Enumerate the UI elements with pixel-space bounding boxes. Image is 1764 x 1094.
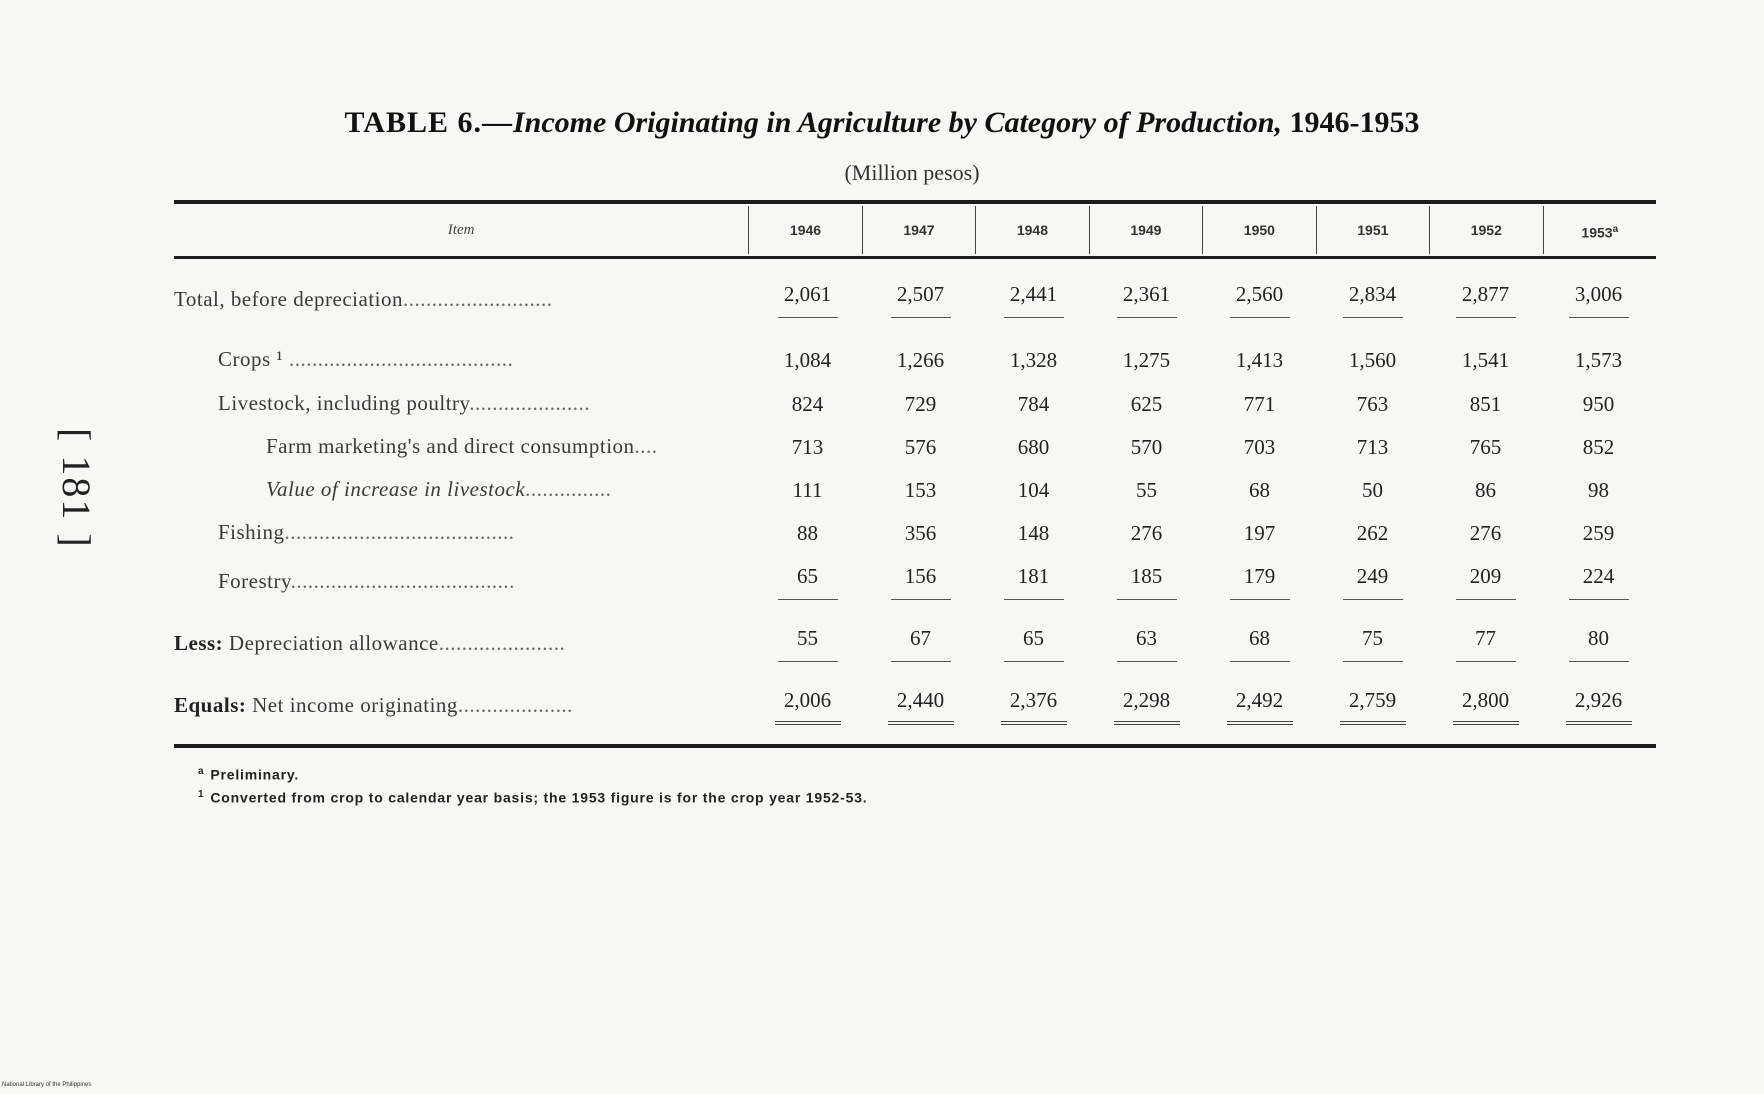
row-label-text: Value of increase in livestock (266, 477, 526, 501)
value-text: 55 (778, 626, 838, 662)
value-text: 771 (1243, 392, 1276, 416)
value-cell (1090, 433, 1203, 460)
leader-dots: ...................... (438, 630, 566, 655)
value-text: 1,541 (1461, 348, 1510, 372)
value-text: 2,441 (1004, 282, 1064, 318)
header-year: 1946 (748, 206, 861, 254)
value-text: 3,006 (1569, 282, 1629, 318)
value-text: 950 (1582, 392, 1615, 416)
value-cell (1090, 624, 1203, 662)
value-text: 88 (797, 521, 818, 545)
row-label (174, 434, 751, 459)
value-text: 852 (1582, 435, 1615, 459)
value-text: 570 (1130, 435, 1163, 459)
value-cell (1542, 390, 1655, 417)
value-cell (864, 476, 977, 503)
value-cell (1542, 686, 1655, 725)
value-text: 729 (904, 392, 937, 416)
value-text: 1,560 (1348, 348, 1397, 372)
value-cell (977, 433, 1090, 460)
value-text: 2,834 (1343, 282, 1403, 318)
value-cell (864, 686, 977, 725)
footnote-mark: a (1612, 224, 1619, 235)
row-label (174, 391, 751, 416)
value-cell (751, 346, 864, 373)
value-cell (751, 433, 864, 460)
value-text: 63 (1117, 626, 1177, 662)
value-cell (977, 686, 1090, 725)
value-cell (1203, 624, 1316, 662)
value-cell (1542, 346, 1655, 373)
value-text: 784 (1017, 392, 1050, 416)
value-cell (1316, 686, 1429, 725)
header-year: 1949 (1089, 206, 1202, 254)
value-cell (1090, 519, 1203, 546)
value-text: 2,376 (1001, 688, 1067, 725)
value-text: 703 (1243, 435, 1276, 459)
value-text: 713 (791, 435, 824, 459)
row-label-text: Total, before depreciation (174, 286, 404, 311)
value-cell (1090, 476, 1203, 503)
value-text: 86 (1475, 478, 1496, 502)
value-text: 111 (792, 478, 823, 502)
value-cell (1203, 476, 1316, 503)
row-label (174, 631, 751, 656)
value-cell (864, 280, 977, 318)
value-text: 98 (1588, 478, 1609, 502)
value-cell (1542, 562, 1655, 600)
value-text: 2,877 (1456, 282, 1516, 318)
leader-dots: ....................................... (283, 347, 514, 371)
value-cell (977, 562, 1090, 600)
value-cell (1090, 390, 1203, 417)
header-year: 1950 (1202, 206, 1315, 254)
table-row (174, 686, 1656, 725)
value-cell (1203, 519, 1316, 546)
value-text: 2,926 (1566, 688, 1632, 725)
page-number: [ 181 ] (54, 428, 99, 549)
value-cell (1203, 686, 1316, 725)
value-cell (864, 519, 977, 546)
value-text: 68 (1230, 626, 1290, 662)
leader-dots: ........................................ (284, 520, 515, 544)
value-cell (1090, 686, 1203, 725)
leader-dots: ..................... (469, 391, 590, 415)
value-cell (1203, 562, 1316, 600)
value-text: 249 (1343, 564, 1403, 600)
value-text: 153 (904, 478, 937, 502)
value-cell (1316, 562, 1429, 600)
value-cell (751, 686, 864, 725)
value-text: 259 (1582, 521, 1615, 545)
value-cell (864, 390, 977, 417)
value-cell (864, 346, 977, 373)
value-text: 2,361 (1117, 282, 1177, 318)
value-cell (977, 519, 1090, 546)
row-label (174, 477, 751, 502)
value-cell (977, 390, 1090, 417)
value-cell (1203, 433, 1316, 460)
value-cell (977, 476, 1090, 503)
value-text: 156 (891, 564, 951, 600)
value-text: 356 (904, 521, 937, 545)
row-label (174, 693, 751, 718)
leader-dots: .................... (457, 693, 573, 717)
value-cell (1429, 390, 1542, 417)
row-label-text: Net income originating (246, 693, 458, 717)
value-text: 2,800 (1453, 688, 1519, 725)
table-row (174, 390, 1656, 417)
table-header (174, 204, 1656, 259)
value-text: 1,266 (896, 348, 945, 372)
value-text: 2,061 (778, 282, 838, 318)
row-label-text: Forestry (218, 568, 291, 593)
table-row (174, 562, 1656, 600)
row-label (174, 569, 751, 594)
table-row (174, 346, 1656, 373)
table-row (174, 433, 1656, 460)
row-label-text: Depreciation allowance (223, 630, 439, 655)
value-cell (1429, 476, 1542, 503)
value-cell (751, 476, 864, 503)
value-text: 104 (1017, 478, 1050, 502)
value-cell (1542, 519, 1655, 546)
value-text: 262 (1356, 521, 1389, 545)
value-text: 65 (1004, 626, 1064, 662)
value-text: 224 (1569, 564, 1629, 600)
row-label (174, 347, 751, 372)
value-text: 1,573 (1574, 348, 1623, 372)
value-cell (1429, 280, 1542, 318)
value-cell (1429, 433, 1542, 460)
value-cell (1429, 562, 1542, 600)
value-text: 1,084 (783, 348, 832, 372)
value-text: 1,413 (1235, 348, 1284, 372)
value-cell (1542, 476, 1655, 503)
value-text: 2,507 (891, 282, 951, 318)
value-cell (751, 562, 864, 600)
value-cell (1542, 433, 1655, 460)
row-label-text: Livestock, including poultry (218, 391, 470, 415)
value-cell (1090, 346, 1203, 373)
value-cell (1203, 346, 1316, 373)
value-cell (977, 624, 1090, 662)
value-cell (1090, 280, 1203, 318)
value-cell (864, 562, 977, 600)
value-text: 75 (1343, 626, 1403, 662)
row-label-text: Farm marketing's and direct consumption (266, 434, 635, 458)
value-text: 2,006 (775, 688, 841, 725)
leader-dots: ............... (525, 477, 612, 501)
footnote-mark: 1 (198, 788, 205, 800)
value-cell (977, 280, 1090, 318)
value-cell (1203, 280, 1316, 318)
value-cell (1316, 624, 1429, 662)
table-row (174, 280, 1656, 318)
footnote (198, 766, 867, 783)
value-text: 680 (1017, 435, 1050, 459)
value-cell (1542, 624, 1655, 662)
value-text: 276 (1469, 521, 1502, 545)
value-cell (1429, 519, 1542, 546)
value-cell (864, 433, 977, 460)
leader-dots: ....................................... (290, 568, 515, 593)
value-text: 197 (1243, 521, 1276, 545)
value-text: 65 (778, 564, 838, 600)
header-year: 1948 (975, 206, 1088, 254)
value-cell (977, 346, 1090, 373)
value-text: 1,275 (1122, 348, 1171, 372)
value-text: 77 (1456, 626, 1516, 662)
header-year-text: 1953 (1581, 224, 1613, 241)
value-cell (1316, 280, 1429, 318)
header-year: 1952 (1429, 206, 1542, 254)
table-title (0, 106, 1764, 140)
value-cell (751, 624, 864, 662)
value-text: 576 (904, 435, 937, 459)
value-text: 1,328 (1009, 348, 1058, 372)
value-cell (751, 280, 864, 318)
value-text: 2,560 (1230, 282, 1290, 318)
value-cell (1316, 476, 1429, 503)
leader-dots: .... (634, 434, 658, 458)
value-cell (1316, 519, 1429, 546)
footnote (198, 789, 867, 806)
header-item: Item (447, 221, 475, 238)
footnote-mark: a (198, 766, 205, 777)
value-cell (751, 519, 864, 546)
value-cell (1090, 562, 1203, 600)
header-year: 1951 (1316, 206, 1429, 254)
value-text: 148 (1017, 521, 1050, 545)
value-text: 2,298 (1114, 688, 1180, 725)
value-cell (1316, 346, 1429, 373)
value-text: 276 (1130, 521, 1163, 545)
value-cell (1316, 433, 1429, 460)
row-label-prefix: Less: (174, 630, 224, 655)
bottom-rule (174, 744, 1656, 748)
value-text: 67 (891, 626, 951, 662)
value-text: 209 (1456, 564, 1516, 600)
value-text: 625 (1130, 392, 1163, 416)
value-text: 2,759 (1340, 688, 1406, 725)
value-cell (864, 624, 977, 662)
value-cell (1203, 390, 1316, 417)
table-row (174, 519, 1656, 546)
value-cell (1429, 346, 1542, 373)
value-text: 179 (1230, 564, 1290, 600)
value-text: 713 (1356, 435, 1389, 459)
value-text: 851 (1469, 392, 1502, 416)
value-text: 80 (1569, 626, 1629, 662)
value-cell (1542, 280, 1655, 318)
row-label (174, 520, 751, 545)
row-label-text: Crops ¹ (218, 347, 284, 371)
row-label-text: Fishing (218, 520, 285, 544)
footnote-text: Preliminary. (210, 766, 300, 783)
value-cell (1429, 686, 1542, 725)
footnote-text: Converted from crop to calendar year basis; the 1953 figure is for the crop year 1952-53. (210, 789, 868, 806)
value-text: 763 (1356, 392, 1389, 416)
value-cell (1316, 390, 1429, 417)
library-credit: National Library of the Philippines (2, 1082, 92, 1088)
title-prefix: TABLE 6.— (344, 106, 513, 139)
value-text: 2,440 (888, 688, 954, 725)
row-label (174, 287, 751, 312)
table-subtitle: (Million pesos) (844, 160, 980, 185)
value-text: 181 (1004, 564, 1064, 600)
data-table (174, 200, 1656, 717)
title-italic: Income Originating in Agriculture by Category of Production, (513, 106, 1282, 139)
title-years: 1946-1953 (1281, 106, 1420, 139)
value-text: 55 (1136, 478, 1157, 502)
value-cell (1429, 624, 1542, 662)
header-year-last (1543, 206, 1656, 254)
value-text: 50 (1362, 478, 1383, 502)
value-text: 765 (1469, 435, 1502, 459)
footnotes (198, 766, 867, 811)
value-text: 68 (1249, 478, 1270, 502)
table-row (174, 624, 1656, 662)
table-row (174, 476, 1656, 503)
header-year: 1947 (862, 206, 975, 254)
value-text: 824 (791, 392, 824, 416)
value-text: 185 (1117, 564, 1177, 600)
row-label-prefix: Equals: (174, 693, 247, 717)
value-text: 2,492 (1227, 688, 1293, 725)
value-cell (751, 390, 864, 417)
leader-dots: .......................... (403, 286, 553, 311)
